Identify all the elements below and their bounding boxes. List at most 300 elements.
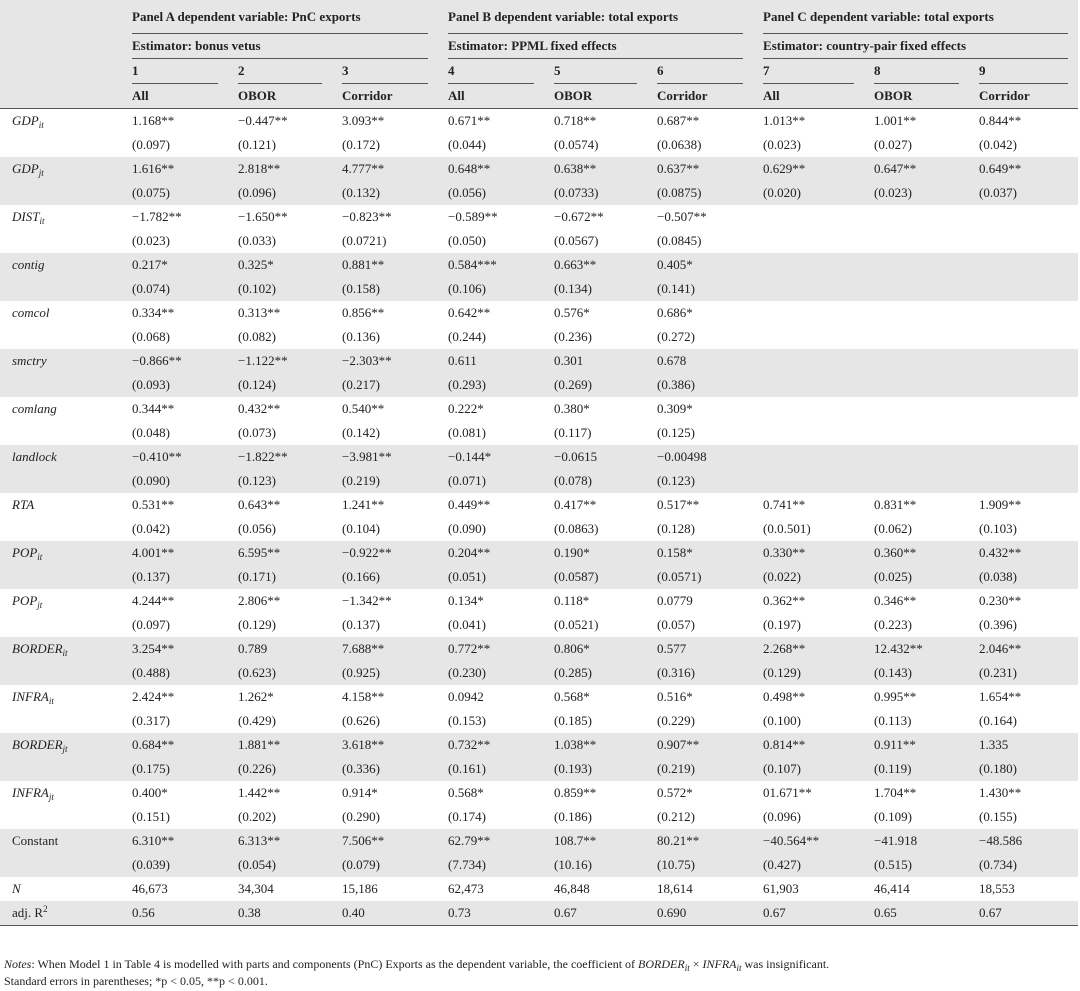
standard-error-row bbox=[0, 709, 1078, 733]
coefficient-cell: −2.303** bbox=[332, 349, 438, 373]
standard-error-cell: (0.129) bbox=[753, 661, 864, 685]
standard-error-cell: (0.272) bbox=[657, 329, 695, 344]
standard-error-cell: (0.219) bbox=[647, 757, 753, 781]
coefficient-cell: 0.0942 bbox=[448, 689, 484, 704]
column-sample-label: OBOR bbox=[864, 84, 969, 109]
coefficient-cell: 0.671** bbox=[448, 113, 491, 128]
variable-label: $GDP_{it}$ bbox=[12, 113, 44, 130]
coefficient-cell bbox=[969, 397, 1078, 421]
standard-error-row bbox=[0, 565, 1078, 589]
observations-cell: 34,304 bbox=[238, 881, 274, 896]
standard-error-cell: (0.0571) bbox=[647, 565, 753, 589]
coefficient-cell: 80.21** bbox=[647, 829, 753, 853]
coefficient-cell: 0.330** bbox=[753, 541, 864, 565]
standard-error-cell: (0.219) bbox=[332, 469, 438, 493]
standard-error-cell: (0.048) bbox=[132, 425, 170, 440]
standard-error-cell bbox=[969, 373, 1078, 397]
panel-a-dependent: Panel A dependent variable: PnC exports bbox=[132, 0, 428, 34]
standard-error-cell: (0.172) bbox=[342, 137, 380, 152]
standard-error-cell bbox=[753, 229, 864, 253]
standard-error-cell bbox=[753, 469, 864, 493]
standard-error-cell: (0.137) bbox=[122, 565, 228, 589]
coefficient-cell bbox=[969, 205, 1078, 229]
coefficient-row bbox=[0, 541, 1078, 565]
standard-error-cell: (0.285) bbox=[544, 661, 647, 685]
standard-error-cell: (0.062) bbox=[874, 521, 912, 536]
coefficient-cell bbox=[969, 445, 1078, 469]
standard-error-cell: (0.023) bbox=[763, 137, 801, 152]
standard-error-row bbox=[0, 853, 1078, 877]
standard-error-cell: (0.185) bbox=[554, 713, 592, 728]
coefficient-cell: 0.995** bbox=[874, 689, 917, 704]
standard-error-cell: (0.102) bbox=[228, 277, 332, 301]
panel-b-estimator: Estimator: PPML fixed effects bbox=[448, 34, 743, 59]
coefficient-cell bbox=[864, 253, 969, 277]
coefficient-cell: 2.046** bbox=[969, 637, 1078, 661]
coefficient-cell: 0.642** bbox=[448, 305, 491, 320]
standard-error-cell: (0.039) bbox=[122, 853, 228, 877]
column-sample-label: Corridor bbox=[647, 84, 753, 109]
coefficient-row bbox=[0, 205, 1078, 229]
coefficient-cell: 1.038** bbox=[544, 733, 647, 757]
coefficient-cell: 0.648** bbox=[438, 157, 544, 181]
coefficient-cell: −40.564** bbox=[753, 829, 864, 853]
coefficient-cell: 0.217* bbox=[122, 253, 228, 277]
coefficient-cell: −0.672** bbox=[554, 209, 604, 224]
observations-cell: 46,414 bbox=[874, 881, 910, 896]
panel-dependent-row bbox=[0, 0, 1078, 34]
coefficient-cell: 3.093** bbox=[342, 113, 385, 128]
coefficient-cell: −0.447** bbox=[238, 113, 288, 128]
variable-label: comlang bbox=[12, 401, 57, 416]
variable-label: contig bbox=[0, 253, 122, 277]
standard-error-row bbox=[0, 613, 1078, 637]
coefficient-cell: 0.158* bbox=[647, 541, 753, 565]
coefficient-cell: 0.914* bbox=[342, 785, 378, 800]
standard-error-cell: (0.097) bbox=[132, 617, 170, 632]
coefficient-cell: 0.325* bbox=[228, 253, 332, 277]
coefficient-cell: 108.7** bbox=[544, 829, 647, 853]
coefficient-cell: 0.449** bbox=[448, 497, 491, 512]
standard-error-cell: (0.230) bbox=[438, 661, 544, 685]
coefficient-cell: 0.611 bbox=[438, 349, 544, 373]
coefficient-cell: 0.380* bbox=[554, 401, 590, 416]
variable-label: $GDP_{jt}$ bbox=[0, 157, 122, 181]
standard-error-cell: (0.042) bbox=[979, 137, 1017, 152]
coefficient-cell: 0.577 bbox=[647, 637, 753, 661]
column-sample-label: All bbox=[753, 84, 864, 109]
column-sample-row bbox=[0, 84, 1078, 109]
variable-label: $INFRA_{it}$ bbox=[12, 689, 54, 706]
coefficient-cell: 0.856** bbox=[342, 305, 385, 320]
coefficient-row bbox=[0, 445, 1078, 469]
standard-error-cell: (0.136) bbox=[342, 329, 380, 344]
coefficient-cell: −48.586 bbox=[969, 829, 1078, 853]
coefficient-cell: 0.718** bbox=[554, 113, 597, 128]
column-sample-label: Corridor bbox=[332, 84, 438, 109]
standard-error-cell: (0.174) bbox=[448, 809, 486, 824]
standard-error-row bbox=[0, 469, 1078, 493]
coefficient-cell: 0.405* bbox=[647, 253, 753, 277]
coefficient-cell: 0.344** bbox=[132, 401, 175, 416]
standard-error-cell: (0.925) bbox=[332, 661, 438, 685]
coefficient-cell: 0.831** bbox=[874, 497, 917, 512]
standard-error-cell: (0.515) bbox=[864, 853, 969, 877]
standard-error-cell: (0.041) bbox=[448, 617, 486, 632]
standard-error-cell: (0.0733) bbox=[544, 181, 647, 205]
coefficient-cell: −1.650** bbox=[238, 209, 288, 224]
standard-error-cell: (0.129) bbox=[238, 617, 276, 632]
column-sample-label: OBOR bbox=[544, 84, 647, 109]
column-number: 2 bbox=[238, 59, 322, 84]
coefficient-cell: 0.134* bbox=[448, 593, 484, 608]
coefficient-cell: 1.654** bbox=[979, 689, 1022, 704]
standard-error-cell: (0.193) bbox=[544, 757, 647, 781]
standard-error-cell: (0.074) bbox=[122, 277, 228, 301]
standard-error-cell: (0.022) bbox=[753, 565, 864, 589]
coefficient-cell bbox=[753, 301, 864, 325]
standard-error-cell bbox=[864, 469, 969, 493]
coefficient-cell: 0.568* bbox=[554, 689, 590, 704]
standard-error-cell: (0.290) bbox=[342, 809, 380, 824]
coefficient-row bbox=[0, 829, 1078, 853]
observations-label: N bbox=[12, 881, 21, 896]
coefficient-cell: 0.576* bbox=[554, 305, 590, 320]
coefficient-cell: 0.309* bbox=[657, 401, 693, 416]
coefficient-cell: 0.741** bbox=[763, 497, 806, 512]
column-number: 1 bbox=[132, 59, 218, 84]
variable-label: $DIST_{it}$ bbox=[12, 209, 45, 226]
coefficient-cell: 7.506** bbox=[332, 829, 438, 853]
coefficient-row bbox=[0, 157, 1078, 181]
standard-error-cell: (0.429) bbox=[238, 713, 276, 728]
coefficient-cell: 0.360** bbox=[864, 541, 969, 565]
standard-error-cell: (0.0721) bbox=[342, 233, 387, 248]
coefficient-cell: 0.663** bbox=[544, 253, 647, 277]
standard-error-cell: (0.0574) bbox=[554, 137, 599, 152]
coefficient-cell bbox=[753, 349, 864, 373]
standard-error-cell: (0.025) bbox=[864, 565, 969, 589]
standard-error-cell: (0.082) bbox=[238, 329, 276, 344]
standard-error-cell bbox=[753, 421, 864, 445]
standard-error-cell: (0.096) bbox=[763, 809, 801, 824]
coefficient-cell: −1.782** bbox=[132, 209, 182, 224]
notes-line-1: Notes: When Model 1 in Table 4 is modelled with parts and components (PnC) Exports as the dependent variable, the coefficient of $BORDER_{it}$ × $INFRA_{it}$ was insignificant. bbox=[4, 957, 830, 973]
coefficient-cell: −0.507** bbox=[657, 209, 707, 224]
standard-error-cell: (0.096) bbox=[228, 181, 332, 205]
standard-error-cell: (0.229) bbox=[657, 713, 695, 728]
standard-error-cell: (0.075) bbox=[122, 181, 228, 205]
column-sample-label: Corridor bbox=[969, 84, 1078, 109]
standard-error-cell: (0.137) bbox=[342, 617, 380, 632]
standard-error-cell: (0.626) bbox=[342, 713, 380, 728]
coefficient-cell: 2.268** bbox=[753, 637, 864, 661]
standard-error-cell: (0.166) bbox=[332, 565, 438, 589]
coefficient-cell: 3.254** bbox=[122, 637, 228, 661]
standard-error-cell: (0.027) bbox=[874, 137, 912, 152]
standard-error-cell: (0.293) bbox=[438, 373, 544, 397]
standard-error-cell: (0.623) bbox=[228, 661, 332, 685]
coefficient-cell bbox=[753, 445, 864, 469]
coefficient-cell: 0.629** bbox=[753, 157, 864, 181]
adj-r2-cell: 0.40 bbox=[332, 901, 438, 926]
coefficient-cell: 1.909** bbox=[979, 497, 1022, 512]
coefficient-cell: 0.230** bbox=[979, 593, 1022, 608]
standard-error-row bbox=[0, 133, 1078, 157]
coefficient-cell: −41.918 bbox=[864, 829, 969, 853]
standard-error-cell: (0.124) bbox=[228, 373, 332, 397]
standard-error-cell: (0.132) bbox=[332, 181, 438, 205]
standard-error-cell: (0.223) bbox=[874, 617, 912, 632]
observations-cell: 62,473 bbox=[448, 881, 484, 896]
standard-error-cell: (0.050) bbox=[448, 233, 486, 248]
standard-error-row bbox=[0, 421, 1078, 445]
standard-error-row bbox=[0, 181, 1078, 205]
coefficient-row bbox=[0, 397, 1078, 421]
coefficient-cell: 4.244** bbox=[132, 593, 175, 608]
standard-error-cell: (0.396) bbox=[979, 617, 1017, 632]
adj-r2-cell: 0.690 bbox=[647, 901, 753, 926]
adj-r2-cell: 0.38 bbox=[228, 901, 332, 926]
standard-error-cell: (0.097) bbox=[132, 137, 170, 152]
coefficient-cell: 0.568* bbox=[448, 785, 484, 800]
standard-error-cell bbox=[864, 277, 969, 301]
standard-error-cell: (0.427) bbox=[753, 853, 864, 877]
coefficient-cell: −0.00498 bbox=[647, 445, 753, 469]
coefficient-cell: 1.262* bbox=[238, 689, 274, 704]
coefficient-cell: 1.704** bbox=[874, 785, 917, 800]
standard-error-cell: (0.044) bbox=[448, 137, 486, 152]
coefficient-cell bbox=[753, 253, 864, 277]
coefficient-cell: 0.732** bbox=[438, 733, 544, 757]
variable-label: comcol bbox=[12, 305, 50, 320]
coefficient-cell bbox=[969, 253, 1078, 277]
standard-error-cell: (0.244) bbox=[448, 329, 486, 344]
coefficient-cell bbox=[864, 445, 969, 469]
standard-error-cell: (0.226) bbox=[228, 757, 332, 781]
standard-error-cell bbox=[753, 277, 864, 301]
adj-r2-cell: 0.67 bbox=[753, 901, 864, 926]
standard-error-cell: (0.068) bbox=[132, 329, 170, 344]
column-number: 3 bbox=[342, 59, 428, 84]
coefficient-cell: −0.0615 bbox=[544, 445, 647, 469]
variable-label: smctry bbox=[0, 349, 122, 373]
coefficient-row bbox=[0, 493, 1078, 517]
coefficient-cell: 0.584*** bbox=[438, 253, 544, 277]
standard-error-cell: (0.123) bbox=[647, 469, 753, 493]
column-number: 5 bbox=[554, 59, 637, 84]
coefficient-cell: 1.001** bbox=[874, 113, 917, 128]
coefficient-cell: 62.79** bbox=[438, 829, 544, 853]
coefficient-cell: −1.122** bbox=[228, 349, 332, 373]
coefficient-cell: 0.572* bbox=[657, 785, 693, 800]
coefficient-cell: 0.881** bbox=[332, 253, 438, 277]
coefficient-cell: 1.335 bbox=[969, 733, 1078, 757]
standard-error-cell bbox=[969, 325, 1078, 349]
panel-estimator-row bbox=[0, 34, 1078, 59]
coefficient-cell: 0.498** bbox=[763, 689, 806, 704]
adj-r2-cell: 0.67 bbox=[969, 901, 1078, 926]
standard-error-cell: (0.119) bbox=[864, 757, 969, 781]
standard-error-cell: (0.033) bbox=[238, 233, 276, 248]
column-number: 8 bbox=[874, 59, 959, 84]
standard-error-cell: (0.0875) bbox=[647, 181, 753, 205]
coefficient-cell: 0.684** bbox=[122, 733, 228, 757]
observations-cell: 18,614 bbox=[657, 881, 693, 896]
standard-error-cell: (0.106) bbox=[438, 277, 544, 301]
standard-error-cell: (0.336) bbox=[332, 757, 438, 781]
standard-error-cell: (0.100) bbox=[763, 713, 801, 728]
column-number: 6 bbox=[657, 59, 743, 84]
coefficient-cell: 4.777** bbox=[332, 157, 438, 181]
standard-error-cell bbox=[753, 325, 864, 349]
standard-error-cell bbox=[753, 373, 864, 397]
coefficient-cell bbox=[864, 205, 969, 229]
coefficient-cell bbox=[864, 349, 969, 373]
standard-error-cell bbox=[969, 421, 1078, 445]
coefficient-cell: 1.881** bbox=[228, 733, 332, 757]
coefficient-cell: 0.687** bbox=[657, 113, 700, 128]
coefficient-cell: 01.671** bbox=[763, 785, 812, 800]
coefficient-cell: 0.301 bbox=[544, 349, 647, 373]
coefficient-cell: −0.144* bbox=[438, 445, 544, 469]
variable-label: $INFRA_{jt}$ bbox=[12, 785, 54, 802]
coefficient-cell: −0.410** bbox=[122, 445, 228, 469]
observations-cell: 15,186 bbox=[342, 881, 378, 896]
standard-error-cell: (0.488) bbox=[122, 661, 228, 685]
standard-error-cell: (0.121) bbox=[238, 137, 276, 152]
standard-error-cell bbox=[864, 373, 969, 397]
coefficient-cell: 1.616** bbox=[122, 157, 228, 181]
observations-cell: 46,673 bbox=[132, 881, 168, 896]
variable-label: $BORDER_{it}$ bbox=[0, 637, 122, 661]
coefficient-row bbox=[0, 637, 1078, 661]
standard-error-cell: (0.079) bbox=[332, 853, 438, 877]
coefficient-cell: 0.432** bbox=[238, 401, 281, 416]
coefficient-cell: 0.362** bbox=[763, 593, 806, 608]
panel-c-estimator: Estimator: country-pair fixed effects bbox=[763, 34, 1068, 59]
standard-error-cell: (0.113) bbox=[874, 713, 912, 728]
panel-c-dependent: Panel C dependent variable: total exports bbox=[763, 0, 1068, 34]
coefficient-row bbox=[0, 685, 1078, 709]
coefficient-cell bbox=[864, 301, 969, 325]
coefficient-cell: 0.222* bbox=[448, 401, 484, 416]
coefficient-cell: 0.517** bbox=[657, 497, 700, 512]
coefficient-cell: 0.531** bbox=[132, 497, 175, 512]
coefficient-cell: 0.118* bbox=[554, 593, 590, 608]
standard-error-cell: (7.734) bbox=[438, 853, 544, 877]
coefficient-cell: 0.789 bbox=[228, 637, 332, 661]
adj-r2-cell: 0.67 bbox=[544, 901, 647, 926]
table-notes bbox=[4, 956, 1074, 990]
coefficient-cell: 1.430** bbox=[979, 785, 1022, 800]
standard-error-cell: (0.155) bbox=[979, 809, 1017, 824]
standard-error-row bbox=[0, 277, 1078, 301]
coefficient-cell bbox=[864, 397, 969, 421]
standard-error-cell: (0.212) bbox=[657, 809, 695, 824]
coefficient-cell: 0.540** bbox=[342, 401, 385, 416]
coefficient-row bbox=[0, 109, 1078, 134]
variable-label: $POP_{it}$ bbox=[0, 541, 122, 565]
standard-error-cell: (0.236) bbox=[554, 329, 592, 344]
standard-error-cell: (0.386) bbox=[647, 373, 753, 397]
adj-r2-cell: 0.56 bbox=[122, 901, 228, 926]
variable-label: Constant bbox=[0, 829, 122, 853]
standard-error-cell: (0.0587) bbox=[544, 565, 647, 589]
standard-error-cell bbox=[864, 421, 969, 445]
standard-error-cell: (0.054) bbox=[228, 853, 332, 877]
standard-error-cell: (0.071) bbox=[438, 469, 544, 493]
standard-error-row bbox=[0, 517, 1078, 541]
coefficient-cell bbox=[969, 349, 1078, 373]
coefficient-cell: 0.432** bbox=[969, 541, 1078, 565]
coefficient-cell: 4.001** bbox=[122, 541, 228, 565]
column-number-row bbox=[0, 59, 1078, 84]
standard-error-cell: (0.134) bbox=[544, 277, 647, 301]
standard-error-cell: (0.0638) bbox=[657, 137, 702, 152]
standard-error-cell: (0.057) bbox=[657, 617, 695, 632]
panel-b-dependent: Panel B dependent variable: total exports bbox=[448, 0, 743, 34]
standard-error-cell: (0.151) bbox=[132, 809, 170, 824]
coefficient-row bbox=[0, 781, 1078, 805]
standard-error-cell: (0.023) bbox=[132, 233, 170, 248]
adj-r2-cell: 0.65 bbox=[864, 901, 969, 926]
standard-error-cell: (0.161) bbox=[438, 757, 544, 781]
standard-error-cell: (10.75) bbox=[647, 853, 753, 877]
standard-error-cell: (0.734) bbox=[969, 853, 1078, 877]
coefficient-cell: 0.859** bbox=[554, 785, 597, 800]
variable-label: $BORDER_{jt}$ bbox=[0, 733, 122, 757]
standard-error-cell: (0.123) bbox=[228, 469, 332, 493]
column-number: 7 bbox=[763, 59, 854, 84]
standard-error-cell: (0.0863) bbox=[554, 521, 599, 536]
coefficient-cell: 1.442** bbox=[238, 785, 281, 800]
coefficient-cell: 0.643** bbox=[238, 497, 281, 512]
standard-error-cell: (0.141) bbox=[647, 277, 753, 301]
standard-error-cell: (0.056) bbox=[238, 521, 276, 536]
observations-cell: 18,553 bbox=[979, 881, 1015, 896]
standard-error-cell: (0.125) bbox=[657, 425, 695, 440]
standard-error-cell: (0.073) bbox=[238, 425, 276, 440]
standard-error-cell: (0.037) bbox=[969, 181, 1078, 205]
column-sample-label: All bbox=[122, 84, 228, 109]
standard-error-cell: (0.153) bbox=[448, 713, 486, 728]
coefficient-cell: 0.844** bbox=[979, 113, 1022, 128]
variable-label: RTA bbox=[12, 497, 35, 512]
standard-error-cell: (0.217) bbox=[332, 373, 438, 397]
coefficient-cell: 4.158** bbox=[342, 689, 385, 704]
standard-error-cell bbox=[969, 277, 1078, 301]
coefficient-cell: 0.637** bbox=[647, 157, 753, 181]
coefficient-cell: 0.772** bbox=[438, 637, 544, 661]
standard-error-cell: (0.164) bbox=[979, 713, 1017, 728]
coefficient-cell: 1.241** bbox=[342, 497, 385, 512]
standard-error-cell: (0.175) bbox=[122, 757, 228, 781]
standard-error-cell: (0.038) bbox=[969, 565, 1078, 589]
coefficient-cell: 0.647** bbox=[864, 157, 969, 181]
standard-error-cell: (0.103) bbox=[979, 521, 1017, 536]
observations-cell: 61,903 bbox=[763, 881, 799, 896]
coefficient-cell: 0.190* bbox=[544, 541, 647, 565]
panel-a-estimator: Estimator: bonus vetus bbox=[132, 34, 428, 59]
standard-error-cell: (0.202) bbox=[238, 809, 276, 824]
coefficient-cell: −1.822** bbox=[228, 445, 332, 469]
standard-error-cell: (0.056) bbox=[438, 181, 544, 205]
coefficient-cell: 6.595** bbox=[228, 541, 332, 565]
standard-error-cell: (0.142) bbox=[342, 425, 380, 440]
coefficient-cell: 6.313** bbox=[228, 829, 332, 853]
standard-error-cell: (0.128) bbox=[657, 521, 695, 536]
